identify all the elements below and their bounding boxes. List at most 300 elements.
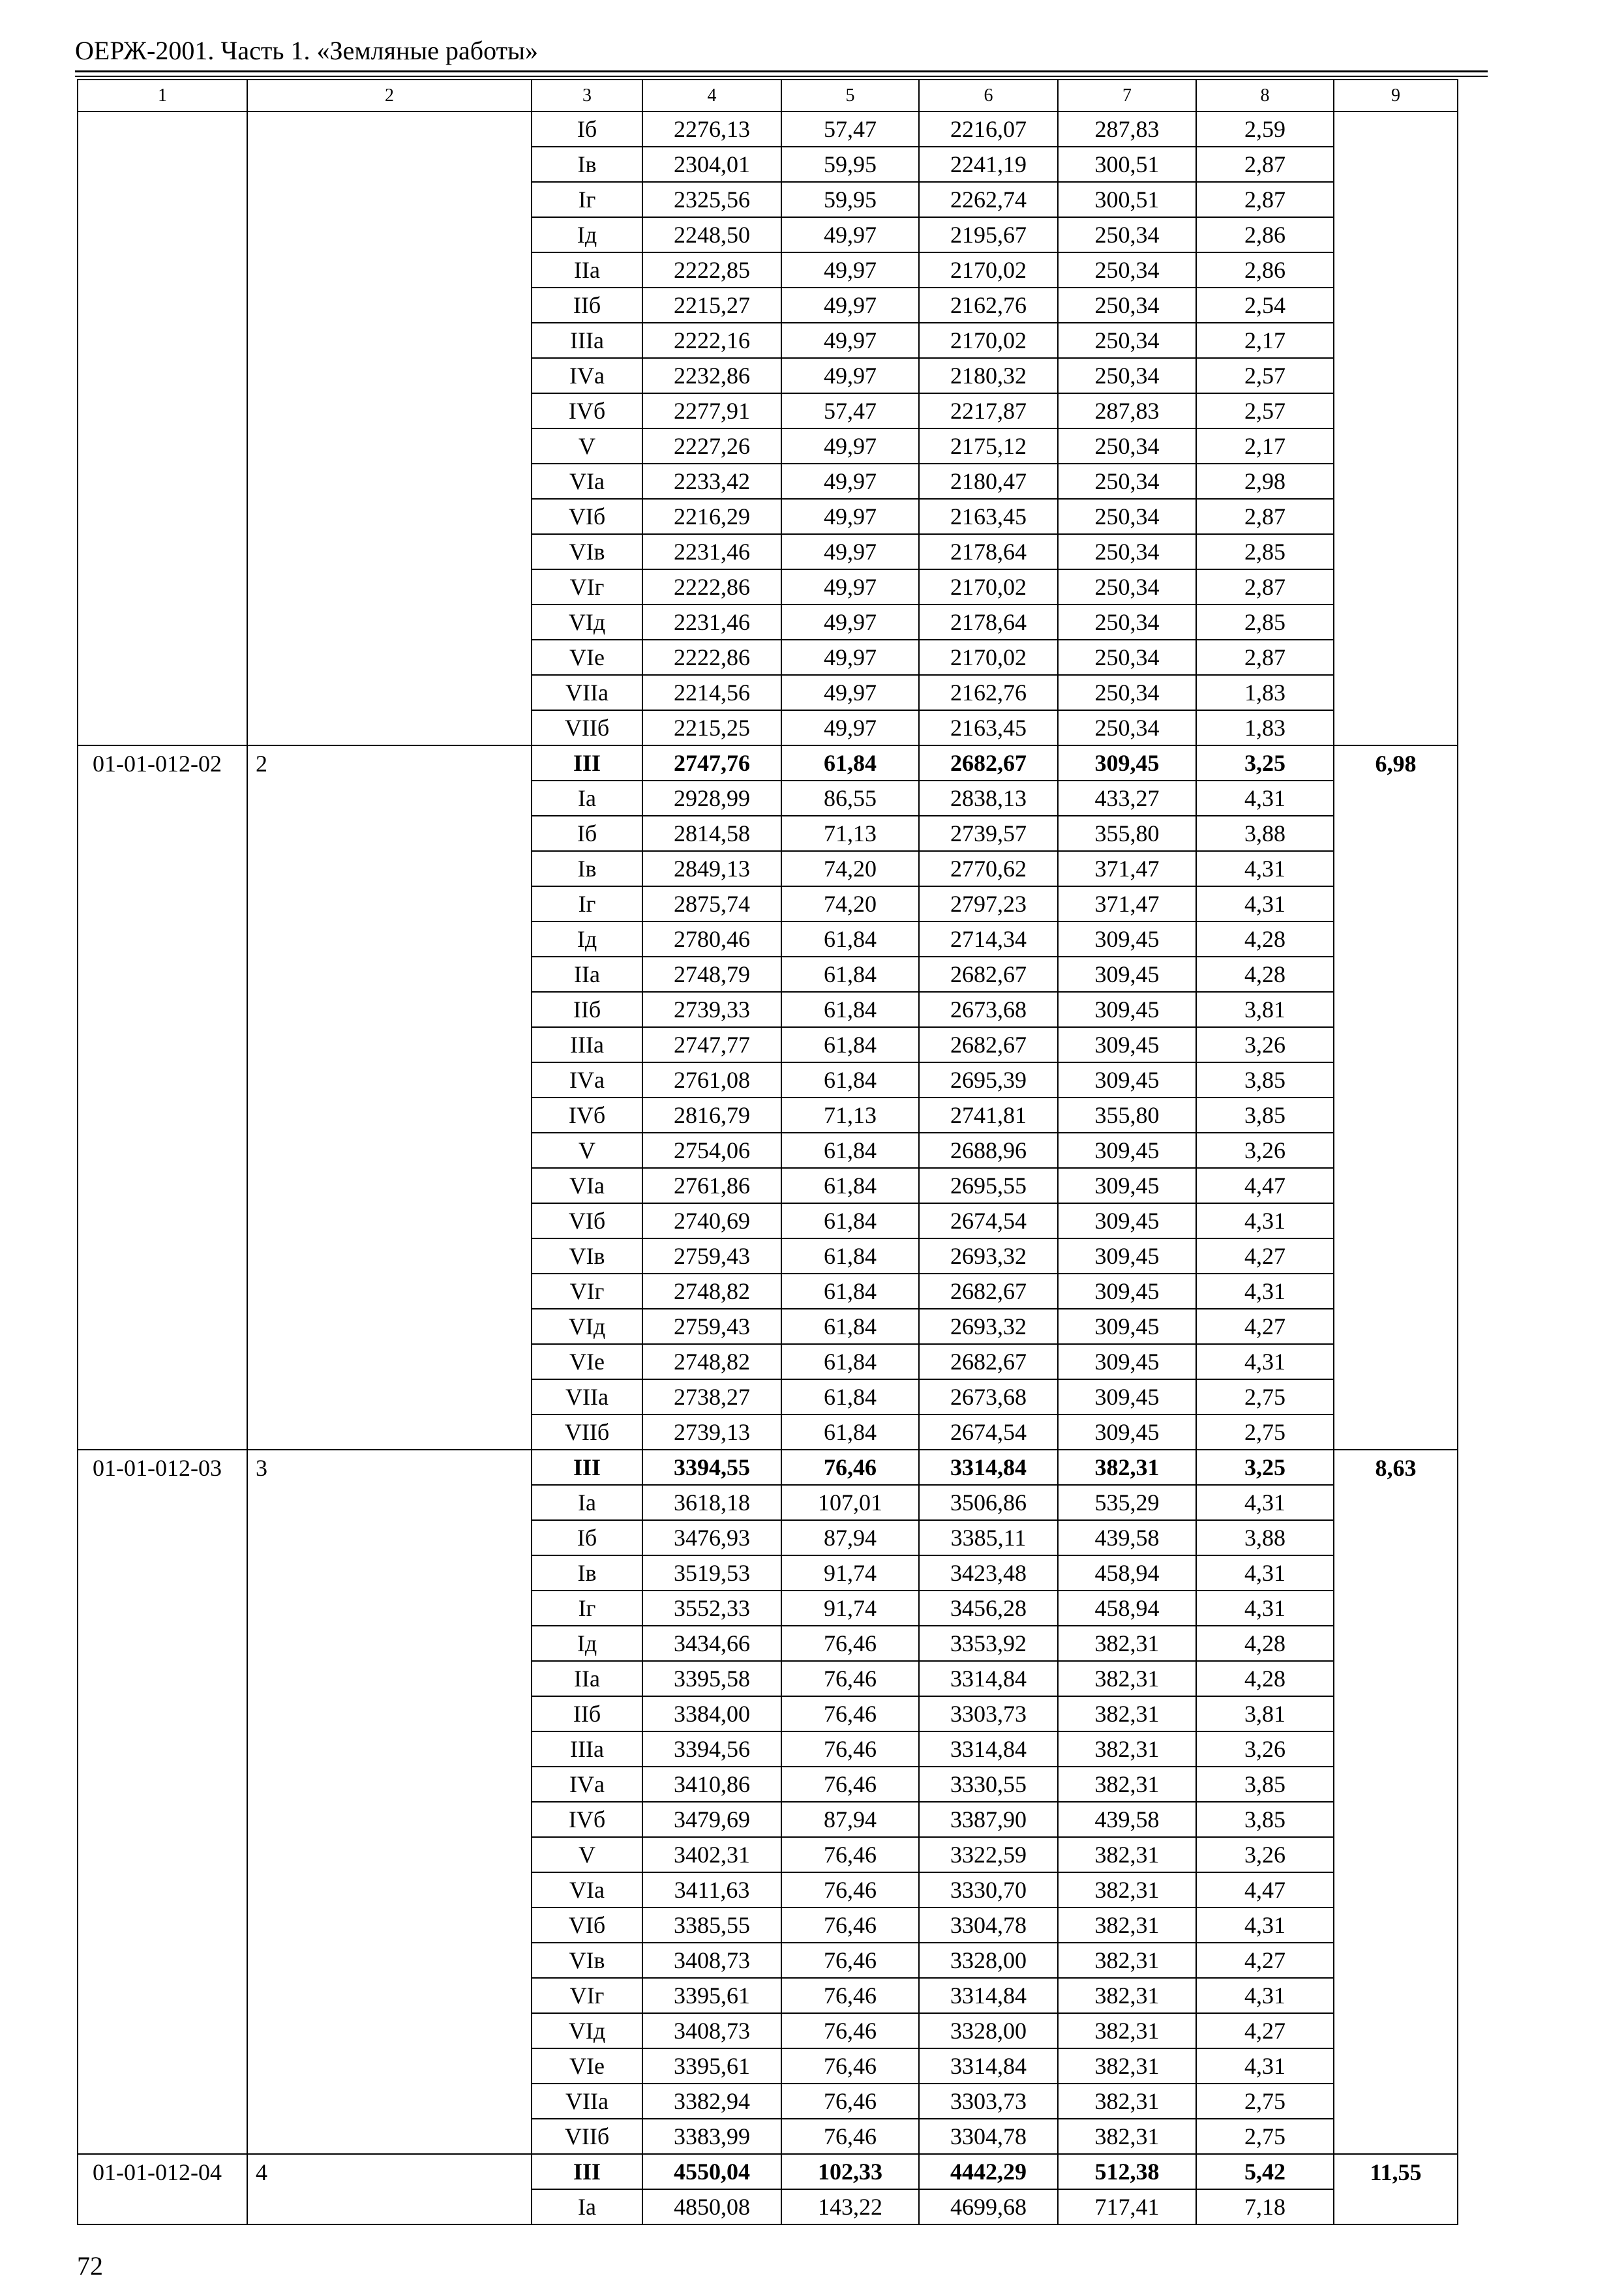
value-col6-cell: 2262,74 xyxy=(919,182,1058,217)
value-col6-cell: 2741,81 xyxy=(919,1098,1058,1133)
value-col6-cell: 2695,39 xyxy=(919,1062,1058,1098)
value-col8-cell: 4,31 xyxy=(1196,851,1334,886)
value-col7-cell: 309,45 xyxy=(1058,1238,1196,1274)
value-col8-cell: 1,83 xyxy=(1196,675,1334,710)
value-col7-cell: 250,34 xyxy=(1058,569,1196,605)
value-col6-cell: 2682,67 xyxy=(919,957,1058,992)
value-col4-cell: 2748,82 xyxy=(642,1274,781,1309)
value-col7-cell: 458,94 xyxy=(1058,1555,1196,1591)
value-col5-cell: 57,47 xyxy=(781,393,919,428)
value-col5-cell: 76,46 xyxy=(781,1626,919,1661)
value-col4-cell: 2222,85 xyxy=(642,252,781,288)
value-col8-cell: 4,28 xyxy=(1196,1626,1334,1661)
value-col4-cell: 2849,13 xyxy=(642,851,781,886)
value-col8-cell: 4,31 xyxy=(1196,1274,1334,1309)
group-number-cell: VIд xyxy=(532,2013,642,2048)
value-col6-cell: 3330,55 xyxy=(919,1767,1058,1802)
page-number: 72 xyxy=(77,2251,103,2281)
value-col6-cell: 2797,23 xyxy=(919,886,1058,921)
value-col4-cell: 2761,86 xyxy=(642,1168,781,1203)
value-col6-cell: 3506,86 xyxy=(919,1485,1058,1520)
column-number: 1 xyxy=(78,80,247,112)
value-col6-cell: 2178,64 xyxy=(919,534,1058,569)
column-number: 4 xyxy=(642,80,781,112)
value-col7-cell: 250,34 xyxy=(1058,323,1196,358)
value-col5-cell: 76,46 xyxy=(781,1872,919,1908)
value-col4-cell: 2231,46 xyxy=(642,534,781,569)
value-col4-cell: 3395,61 xyxy=(642,1978,781,2013)
value-col8-cell: 3,88 xyxy=(1196,816,1334,851)
value-col8-cell: 4,31 xyxy=(1196,1555,1334,1591)
value-col8-cell: 3,25 xyxy=(1196,1450,1334,1485)
value-col6-cell: 3314,84 xyxy=(919,1450,1058,1485)
value-col6-cell: 2688,96 xyxy=(919,1133,1058,1168)
value-col5-cell: 61,84 xyxy=(781,1027,919,1062)
total-cell: 6,98 xyxy=(1334,745,1458,1450)
value-col8-cell: 4,31 xyxy=(1196,1908,1334,1943)
value-col7-cell: 309,45 xyxy=(1058,957,1196,992)
value-col7-cell: 250,34 xyxy=(1058,640,1196,675)
value-col6-cell: 2682,67 xyxy=(919,1274,1058,1309)
group-number-cell: IVа xyxy=(532,1062,642,1098)
value-col7-cell: 535,29 xyxy=(1058,1485,1196,1520)
value-col5-cell: 61,84 xyxy=(781,1062,919,1098)
value-col4-cell: 3382,94 xyxy=(642,2084,781,2119)
value-col8-cell: 4,31 xyxy=(1196,781,1334,816)
value-col4-cell: 3410,86 xyxy=(642,1767,781,1802)
header-rule xyxy=(75,70,1488,72)
value-col4-cell: 3394,55 xyxy=(642,1450,781,1485)
value-col8-cell: 4,27 xyxy=(1196,1309,1334,1344)
value-col6-cell: 2693,32 xyxy=(919,1309,1058,1344)
value-col8-cell: 5,42 xyxy=(1196,2154,1334,2189)
value-col6-cell: 2162,76 xyxy=(919,675,1058,710)
value-col5-cell: 49,97 xyxy=(781,358,919,393)
value-col7-cell: 250,34 xyxy=(1058,499,1196,534)
value-col8-cell: 3,85 xyxy=(1196,1802,1334,1837)
group-number-cell: IIб xyxy=(532,992,642,1027)
column-number: 8 xyxy=(1196,80,1334,112)
group-number-cell: Iв xyxy=(532,851,642,886)
group-number-cell: IIIа xyxy=(532,323,642,358)
group-number-cell: VIв xyxy=(532,1238,642,1274)
value-col5-cell: 87,94 xyxy=(781,1520,919,1555)
value-col6-cell: 3387,90 xyxy=(919,1802,1058,1837)
value-col5-cell: 76,46 xyxy=(781,2084,919,2119)
value-col8-cell: 2,17 xyxy=(1196,323,1334,358)
value-col7-cell: 250,34 xyxy=(1058,605,1196,640)
table-row xyxy=(78,2154,1458,2189)
group-number-cell: VIд xyxy=(532,1309,642,1344)
group-number-cell: VIг xyxy=(532,1978,642,2013)
value-col6-cell: 2162,76 xyxy=(919,288,1058,323)
value-col4-cell: 2222,86 xyxy=(642,640,781,675)
name-cell: 4 xyxy=(247,2154,532,2224)
group-number-cell: VIб xyxy=(532,499,642,534)
value-col7-cell: 382,31 xyxy=(1058,1767,1196,1802)
value-col4-cell: 3408,73 xyxy=(642,2013,781,2048)
value-col6-cell: 2673,68 xyxy=(919,992,1058,1027)
value-col7-cell: 371,47 xyxy=(1058,886,1196,921)
value-col6-cell: 3314,84 xyxy=(919,1731,1058,1767)
value-col5-cell: 76,46 xyxy=(781,1767,919,1802)
value-col4-cell: 4850,08 xyxy=(642,2189,781,2224)
code-cell: 01-01-012-04 xyxy=(78,2154,247,2224)
value-col4-cell: 2277,91 xyxy=(642,393,781,428)
value-col4-cell: 2738,27 xyxy=(642,1379,781,1414)
group-number-cell: IVб xyxy=(532,1098,642,1133)
value-col7-cell: 382,31 xyxy=(1058,1661,1196,1696)
group-number-cell: Iа xyxy=(532,2189,642,2224)
group-number-cell: IIIа xyxy=(532,1731,642,1767)
group-number-cell: IIа xyxy=(532,1661,642,1696)
value-col5-cell: 76,46 xyxy=(781,1450,919,1485)
value-col8-cell: 2,87 xyxy=(1196,640,1334,675)
value-col4-cell: 3384,00 xyxy=(642,1696,781,1731)
value-col6-cell: 3456,28 xyxy=(919,1591,1058,1626)
value-col8-cell: 1,83 xyxy=(1196,710,1334,745)
value-col5-cell: 86,55 xyxy=(781,781,919,816)
value-col7-cell: 309,45 xyxy=(1058,1133,1196,1168)
value-col5-cell: 91,74 xyxy=(781,1591,919,1626)
column-number: 7 xyxy=(1058,80,1196,112)
value-col7-cell: 250,34 xyxy=(1058,358,1196,393)
value-col7-cell: 458,94 xyxy=(1058,1591,1196,1626)
group-number-cell: VIб xyxy=(532,1908,642,1943)
value-col6-cell: 3314,84 xyxy=(919,2048,1058,2084)
value-col7-cell: 309,45 xyxy=(1058,1027,1196,1062)
table-row xyxy=(78,745,1458,781)
value-col5-cell: 57,47 xyxy=(781,112,919,147)
value-col6-cell: 2163,45 xyxy=(919,710,1058,745)
group-number-cell: VIIб xyxy=(532,710,642,745)
group-number-cell: III xyxy=(532,1450,642,1485)
column-number: 6 xyxy=(919,80,1058,112)
value-col6-cell: 3385,11 xyxy=(919,1520,1058,1555)
value-col5-cell: 59,95 xyxy=(781,147,919,182)
group-number-cell: VIIб xyxy=(532,1414,642,1450)
value-col7-cell: 309,45 xyxy=(1058,1309,1196,1344)
value-col4-cell: 2214,56 xyxy=(642,675,781,710)
value-col7-cell: 439,58 xyxy=(1058,1520,1196,1555)
value-col5-cell: 61,84 xyxy=(781,1133,919,1168)
value-col4-cell: 3394,56 xyxy=(642,1731,781,1767)
value-col6-cell: 2170,02 xyxy=(919,640,1058,675)
value-col8-cell: 4,28 xyxy=(1196,1661,1334,1696)
value-col5-cell: 49,97 xyxy=(781,605,919,640)
group-number-cell: VIв xyxy=(532,534,642,569)
group-number-cell: Iд xyxy=(532,217,642,252)
group-number-cell: IIб xyxy=(532,1696,642,1731)
value-col5-cell: 143,22 xyxy=(781,2189,919,2224)
value-col6-cell: 2714,34 xyxy=(919,921,1058,957)
value-col4-cell: 2231,46 xyxy=(642,605,781,640)
value-col8-cell: 2,57 xyxy=(1196,358,1334,393)
group-number-cell: VIа xyxy=(532,464,642,499)
value-col5-cell: 61,84 xyxy=(781,1379,919,1414)
value-col8-cell: 3,85 xyxy=(1196,1062,1334,1098)
value-col7-cell: 287,83 xyxy=(1058,393,1196,428)
value-col5-cell: 49,97 xyxy=(781,217,919,252)
value-col8-cell: 4,47 xyxy=(1196,1168,1334,1203)
group-number-cell: IIа xyxy=(532,957,642,992)
value-col7-cell: 250,34 xyxy=(1058,428,1196,464)
value-col6-cell: 3303,73 xyxy=(919,1696,1058,1731)
value-col6-cell: 3314,84 xyxy=(919,1661,1058,1696)
value-col7-cell: 250,34 xyxy=(1058,534,1196,569)
group-number-cell: VIг xyxy=(532,569,642,605)
total-cell xyxy=(1334,112,1458,745)
value-col6-cell: 2195,67 xyxy=(919,217,1058,252)
column-number: 3 xyxy=(532,80,642,112)
value-col4-cell: 2739,33 xyxy=(642,992,781,1027)
value-col5-cell: 61,84 xyxy=(781,992,919,1027)
value-col4-cell: 4550,04 xyxy=(642,2154,781,2189)
value-col4-cell: 2233,42 xyxy=(642,464,781,499)
value-col5-cell: 61,84 xyxy=(781,1168,919,1203)
value-col8-cell: 4,28 xyxy=(1196,957,1334,992)
value-col4-cell: 2222,16 xyxy=(642,323,781,358)
value-col7-cell: 250,34 xyxy=(1058,252,1196,288)
value-col6-cell: 4442,29 xyxy=(919,2154,1058,2189)
value-col4-cell: 2304,01 xyxy=(642,147,781,182)
value-col7-cell: 250,34 xyxy=(1058,675,1196,710)
value-col6-cell: 2180,47 xyxy=(919,464,1058,499)
value-col8-cell: 2,54 xyxy=(1196,288,1334,323)
value-col8-cell: 3,26 xyxy=(1196,1837,1334,1872)
value-col4-cell: 2759,43 xyxy=(642,1238,781,1274)
value-col5-cell: 49,97 xyxy=(781,499,919,534)
value-col7-cell: 309,45 xyxy=(1058,1274,1196,1309)
group-number-cell: Iв xyxy=(532,147,642,182)
value-col8-cell: 4,27 xyxy=(1196,2013,1334,2048)
value-col7-cell: 717,41 xyxy=(1058,2189,1196,2224)
value-col8-cell: 7,18 xyxy=(1196,2189,1334,2224)
value-col4-cell: 2215,25 xyxy=(642,710,781,745)
group-number-cell: VIг xyxy=(532,1274,642,1309)
value-col8-cell: 4,27 xyxy=(1196,1238,1334,1274)
group-number-cell: IVб xyxy=(532,393,642,428)
value-col7-cell: 512,38 xyxy=(1058,2154,1196,2189)
group-number-cell: VIе xyxy=(532,640,642,675)
value-col5-cell: 61,84 xyxy=(781,1203,919,1238)
value-col6-cell: 3304,78 xyxy=(919,2119,1058,2154)
value-col8-cell: 3,26 xyxy=(1196,1731,1334,1767)
value-col8-cell: 2,57 xyxy=(1196,393,1334,428)
value-col4-cell: 2740,69 xyxy=(642,1203,781,1238)
value-col8-cell: 3,81 xyxy=(1196,1696,1334,1731)
value-col8-cell: 4,28 xyxy=(1196,921,1334,957)
value-col6-cell: 2180,32 xyxy=(919,358,1058,393)
value-col4-cell: 3395,61 xyxy=(642,2048,781,2084)
value-col8-cell: 4,27 xyxy=(1196,1943,1334,1978)
value-col6-cell: 2163,45 xyxy=(919,499,1058,534)
value-col7-cell: 309,45 xyxy=(1058,1379,1196,1414)
group-number-cell: Iа xyxy=(532,1485,642,1520)
value-col6-cell: 2175,12 xyxy=(919,428,1058,464)
value-col5-cell: 102,33 xyxy=(781,2154,919,2189)
group-number-cell: V xyxy=(532,428,642,464)
value-col8-cell: 3,26 xyxy=(1196,1027,1334,1062)
value-col6-cell: 2170,02 xyxy=(919,323,1058,358)
value-col5-cell: 76,46 xyxy=(781,1731,919,1767)
value-col5-cell: 61,84 xyxy=(781,1414,919,1450)
value-col4-cell: 3385,55 xyxy=(642,1908,781,1943)
value-col7-cell: 309,45 xyxy=(1058,921,1196,957)
value-col8-cell: 2,59 xyxy=(1196,112,1334,147)
value-col5-cell: 61,84 xyxy=(781,921,919,957)
value-col5-cell: 61,84 xyxy=(781,1238,919,1274)
group-number-cell: V xyxy=(532,1837,642,1872)
value-col5-cell: 49,97 xyxy=(781,534,919,569)
value-col4-cell: 2232,86 xyxy=(642,358,781,393)
group-number-cell: Iв xyxy=(532,1555,642,1591)
value-col4-cell: 2747,76 xyxy=(642,745,781,781)
value-col7-cell: 250,34 xyxy=(1058,464,1196,499)
value-col8-cell: 2,75 xyxy=(1196,1414,1334,1450)
value-col5-cell: 76,46 xyxy=(781,1696,919,1731)
code-cell xyxy=(78,112,247,745)
value-col8-cell: 2,87 xyxy=(1196,147,1334,182)
group-number-cell: Iб xyxy=(532,1520,642,1555)
group-number-cell: Iд xyxy=(532,1626,642,1661)
value-col7-cell: 382,31 xyxy=(1058,2119,1196,2154)
column-number-row xyxy=(78,80,1458,112)
value-col7-cell: 309,45 xyxy=(1058,745,1196,781)
value-col8-cell: 3,88 xyxy=(1196,1520,1334,1555)
value-col6-cell: 3328,00 xyxy=(919,2013,1058,2048)
value-col8-cell: 3,85 xyxy=(1196,1098,1334,1133)
column-number: 2 xyxy=(247,80,532,112)
value-col4-cell: 2928,99 xyxy=(642,781,781,816)
group-number-cell: Iб xyxy=(532,816,642,851)
value-col8-cell: 4,47 xyxy=(1196,1872,1334,1908)
value-col5-cell: 61,84 xyxy=(781,957,919,992)
group-number-cell: III xyxy=(532,745,642,781)
value-col5-cell: 74,20 xyxy=(781,886,919,921)
value-col4-cell: 3411,63 xyxy=(642,1872,781,1908)
value-col6-cell: 2682,67 xyxy=(919,1344,1058,1379)
value-col7-cell: 433,27 xyxy=(1058,781,1196,816)
value-col4-cell: 2759,43 xyxy=(642,1309,781,1344)
value-col4-cell: 2816,79 xyxy=(642,1098,781,1133)
total-cell: 8,63 xyxy=(1334,1450,1458,2154)
value-col4-cell: 2747,77 xyxy=(642,1027,781,1062)
value-col8-cell: 2,86 xyxy=(1196,252,1334,288)
group-number-cell: VIв xyxy=(532,1943,642,1978)
value-col7-cell: 382,31 xyxy=(1058,1696,1196,1731)
group-number-cell: Iг xyxy=(532,1591,642,1626)
value-col6-cell: 3314,84 xyxy=(919,1978,1058,2013)
group-number-cell: IVа xyxy=(532,1767,642,1802)
value-col5-cell: 49,97 xyxy=(781,675,919,710)
value-col8-cell: 2,85 xyxy=(1196,605,1334,640)
value-col5-cell: 76,46 xyxy=(781,2013,919,2048)
value-col7-cell: 371,47 xyxy=(1058,851,1196,886)
value-col7-cell: 382,31 xyxy=(1058,1943,1196,1978)
value-col4-cell: 2248,50 xyxy=(642,217,781,252)
value-col5-cell: 76,46 xyxy=(781,2119,919,2154)
value-col6-cell: 2241,19 xyxy=(919,147,1058,182)
value-col4-cell: 2754,06 xyxy=(642,1133,781,1168)
value-col5-cell: 61,84 xyxy=(781,1309,919,1344)
value-col4-cell: 2215,27 xyxy=(642,288,781,323)
value-col5-cell: 49,97 xyxy=(781,428,919,464)
value-col7-cell: 382,31 xyxy=(1058,2048,1196,2084)
group-number-cell: IVа xyxy=(532,358,642,393)
value-col8-cell: 4,31 xyxy=(1196,2048,1334,2084)
group-number-cell: VIIа xyxy=(532,2084,642,2119)
value-col8-cell: 2,75 xyxy=(1196,2084,1334,2119)
value-col8-cell: 3,85 xyxy=(1196,1767,1334,1802)
value-col8-cell: 2,75 xyxy=(1196,1379,1334,1414)
value-col7-cell: 309,45 xyxy=(1058,1168,1196,1203)
value-col5-cell: 49,97 xyxy=(781,640,919,675)
value-col7-cell: 309,45 xyxy=(1058,1414,1196,1450)
value-col6-cell: 2674,54 xyxy=(919,1414,1058,1450)
value-col8-cell: 4,31 xyxy=(1196,1591,1334,1626)
value-col8-cell: 2,87 xyxy=(1196,182,1334,217)
value-col4-cell: 2739,13 xyxy=(642,1414,781,1450)
value-col4-cell: 3618,18 xyxy=(642,1485,781,1520)
value-col7-cell: 309,45 xyxy=(1058,1203,1196,1238)
value-col7-cell: 382,31 xyxy=(1058,1731,1196,1767)
value-col4-cell: 3434,66 xyxy=(642,1626,781,1661)
value-col5-cell: 76,46 xyxy=(781,1978,919,2013)
group-number-cell: Iд xyxy=(532,921,642,957)
value-col7-cell: 382,31 xyxy=(1058,1837,1196,1872)
value-col8-cell: 2,85 xyxy=(1196,534,1334,569)
value-col4-cell: 2325,56 xyxy=(642,182,781,217)
group-number-cell: IVб xyxy=(532,1802,642,1837)
value-col6-cell: 2216,07 xyxy=(919,112,1058,147)
value-col7-cell: 309,45 xyxy=(1058,1344,1196,1379)
code-cell: 01-01-012-02 xyxy=(78,745,247,1450)
group-number-cell: Iа xyxy=(532,781,642,816)
value-col4-cell: 3408,73 xyxy=(642,1943,781,1978)
value-col5-cell: 76,46 xyxy=(781,1661,919,1696)
value-col5-cell: 61,84 xyxy=(781,1274,919,1309)
value-col4-cell: 2227,26 xyxy=(642,428,781,464)
value-col4-cell: 2814,58 xyxy=(642,816,781,851)
value-col6-cell: 3328,00 xyxy=(919,1943,1058,1978)
value-col5-cell: 87,94 xyxy=(781,1802,919,1837)
value-col5-cell: 76,46 xyxy=(781,1943,919,1978)
group-number-cell: Iг xyxy=(532,182,642,217)
group-number-cell: VIIб xyxy=(532,2119,642,2154)
value-col8-cell: 2,75 xyxy=(1196,2119,1334,2154)
page-header: ОЕРЖ-2001. Часть 1. «Земляные работы» xyxy=(75,36,538,65)
value-col8-cell: 4,31 xyxy=(1196,1485,1334,1520)
group-number-cell: VIб xyxy=(532,1203,642,1238)
group-number-cell: VIе xyxy=(532,2048,642,2084)
group-number-cell: VIа xyxy=(532,1168,642,1203)
group-number-cell: VIIа xyxy=(532,1379,642,1414)
value-col7-cell: 250,34 xyxy=(1058,288,1196,323)
name-cell xyxy=(247,112,532,745)
value-col5-cell: 49,97 xyxy=(781,464,919,499)
value-col4-cell: 2748,82 xyxy=(642,1344,781,1379)
value-col6-cell: 2682,67 xyxy=(919,1027,1058,1062)
group-number-cell: VIд xyxy=(532,605,642,640)
value-col5-cell: 76,46 xyxy=(781,1837,919,1872)
value-col7-cell: 382,31 xyxy=(1058,1908,1196,1943)
value-col7-cell: 355,80 xyxy=(1058,1098,1196,1133)
value-col6-cell: 3423,48 xyxy=(919,1555,1058,1591)
value-col8-cell: 3,25 xyxy=(1196,745,1334,781)
value-col5-cell: 107,01 xyxy=(781,1485,919,1520)
value-col4-cell: 2216,29 xyxy=(642,499,781,534)
